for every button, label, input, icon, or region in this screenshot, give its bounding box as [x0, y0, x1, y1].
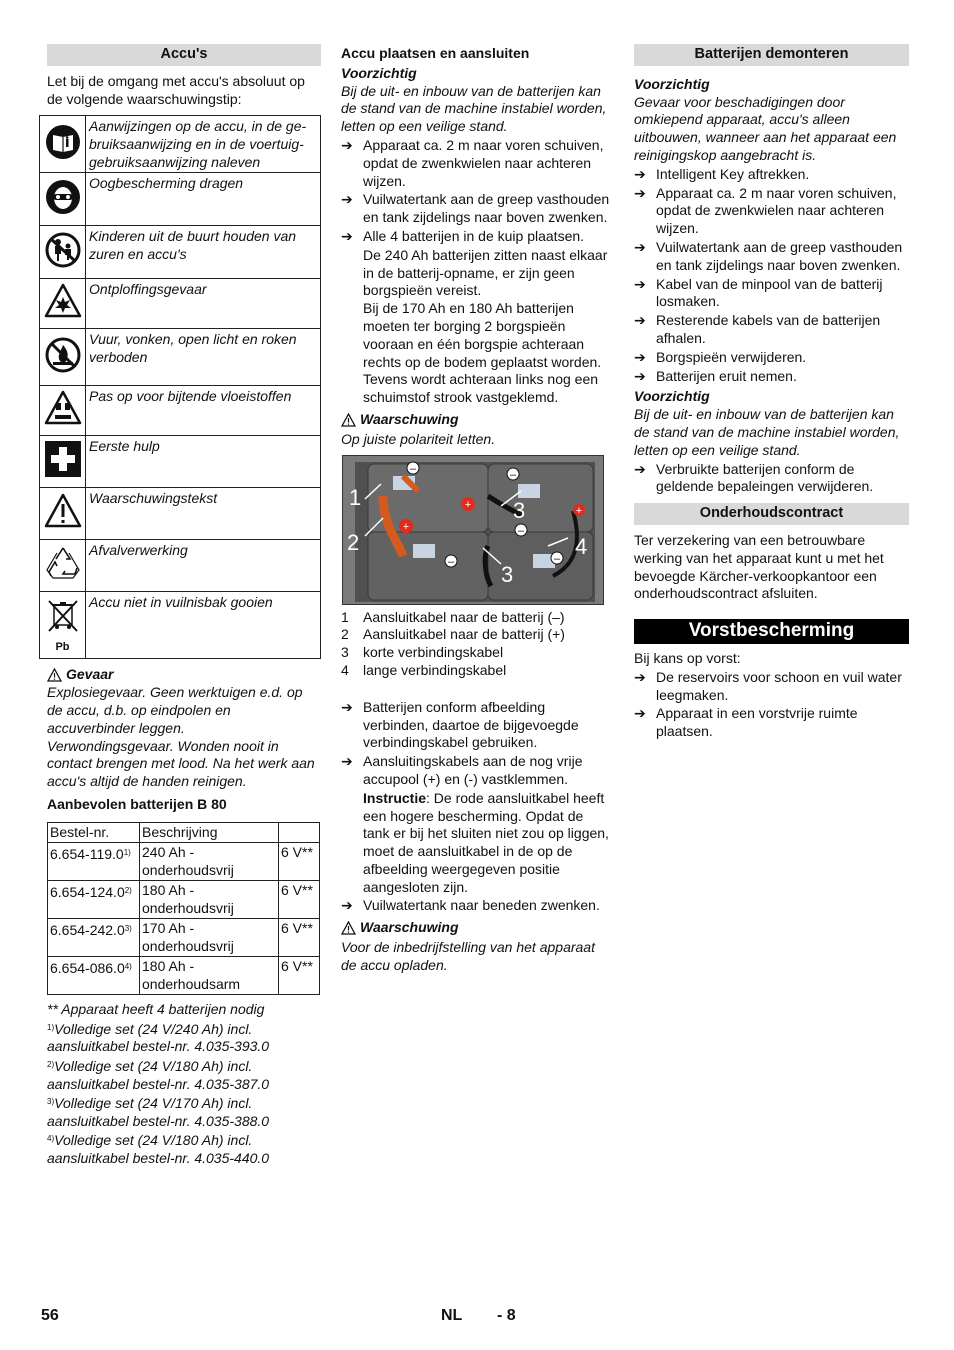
- arrow-right-icon: ➔: [341, 897, 353, 914]
- svg-text:–: –: [509, 468, 517, 481]
- symbol-row: [40, 592, 321, 659]
- symbol-row: [40, 226, 321, 279]
- arrow-right-icon: ➔: [634, 348, 646, 365]
- arrow-right-icon: ➔: [634, 165, 646, 182]
- arrow-right-icon: ➔: [341, 136, 353, 153]
- arrow-right-icon: ➔: [634, 705, 646, 722]
- table-cell-desc: 180 Ah - onderhoudsarm: [140, 957, 279, 995]
- table-row: [48, 881, 320, 919]
- note-240ah: De 240 Ah batterijen zitten naast elkaar in de batterij-opname, er zijn geen borgspieën vereist.: [363, 246, 608, 299]
- warning-triangle-icon: [341, 921, 356, 935]
- warning-symbols-table: [39, 115, 321, 659]
- step: ➔ De reservoirs voor schoon en vuil water leegmaken.: [634, 668, 902, 703]
- caution-label: Voorzichtig: [634, 75, 710, 92]
- sub-page-number: - 8: [497, 1307, 516, 1324]
- step: ➔ Vuilwatertank aan de greep vasthouden en tank zijdelings naar boven zwenken.: [634, 238, 903, 273]
- recycling-icon: [40, 540, 86, 592]
- page-number: 56: [41, 1307, 59, 1324]
- instruction: Instructie: De rode aansluitkabel heeft een hogere bescherming. Opdat de tank er bij het sluiten niet zou op liggen, moet de aansluitkabel in de op de afbeelding weergegeven positie aangesloten zijn.: [363, 789, 609, 895]
- warning-triangle-icon: [47, 668, 62, 682]
- step: ➔ Kabel van de minpool van de batterij losmaken.: [634, 275, 883, 310]
- step: ➔ Resterende kabels van de batterijen afhalen.: [634, 312, 881, 346]
- step: ➔ Borgspieën verwijderen.: [634, 348, 807, 365]
- arrow-right-icon: ➔: [634, 668, 646, 685]
- warning-text: Voor de inbedrijfstelling van het apparaat de accu opladen.: [341, 939, 595, 973]
- danger-label: Gevaar: [66, 666, 114, 683]
- symbol-row: [40, 436, 321, 488]
- caution-text: Bij de uit- en inbouw van de batterijen kan de stand van de machine instabiel worden, letten op een veilige stand.: [341, 82, 607, 135]
- warning-label: Waarschuwing: [360, 919, 459, 936]
- eye-protection-icon: [40, 173, 86, 226]
- column-2: [341, 44, 613, 975]
- footnote: $^{2)}$Volledige set (24 V/180 Ah) incl. aansluitkabel bestel-nr. 4.035-387.0: [47, 1058, 270, 1092]
- svg-text:–: –: [517, 524, 525, 537]
- install-heading: Accu plaatsen en aansluiten: [341, 45, 530, 61]
- dismount-heading: Batterijen demonteren: [634, 44, 909, 66]
- table-row: [48, 957, 320, 995]
- svg-text:–: –: [409, 462, 417, 475]
- arrow-right-icon: ➔: [634, 238, 646, 255]
- table-header-cell: Bestel-nr.: [48, 822, 140, 843]
- symbol-label: Pas op voor bijtende vloeistoffen: [86, 386, 321, 436]
- batteries-heading: Aanbevolen batterijen B 80: [47, 795, 227, 812]
- svg-text:–: –: [447, 555, 455, 568]
- arrow-right-icon: ➔: [634, 460, 646, 477]
- table-cell-volt: 6 V**: [279, 957, 320, 995]
- table-cell-desc: 180 Ah - onderhoudsvrij: [140, 881, 279, 919]
- symbol-label: Accu niet in vuilnisbak gooien: [86, 592, 321, 659]
- arrow-right-icon: ➔: [341, 227, 353, 244]
- table-header-row: [48, 822, 320, 843]
- step: ➔ Apparaat ca. 2 m naar voren schuiven, opdat de zwenkwielen naar achteren wijzen.: [634, 184, 897, 237]
- arrow-right-icon: ➔: [634, 367, 646, 384]
- warning-label: Waarschuwing: [360, 410, 459, 427]
- step: ➔ Verbruikte batterijen conform de geldende bepaleingen verwijderen.: [634, 460, 874, 495]
- photo-legend: [341, 609, 613, 680]
- table-cell-volt: 6 V**: [279, 843, 320, 881]
- photo-label-3b: 3: [501, 561, 514, 587]
- batteries-table: [47, 822, 320, 996]
- language-code: NL: [441, 1307, 463, 1324]
- frost-heading: Vorstbescherming: [634, 619, 909, 644]
- danger-line: [47, 666, 321, 684]
- step: ➔ Intelligent Key aftrekken.: [634, 165, 810, 182]
- caution-text: Gevaar voor beschadigingen door omkiepend apparaat, accu's alleen uitbouwen, wanneer aan het apparaat een reinigingskop aangebracht is.: [634, 93, 897, 163]
- corrosive-icon: [40, 386, 86, 436]
- table-cell-volt: 6 V**: [279, 919, 320, 957]
- no-bin-icon: [40, 592, 86, 659]
- symbol-label: Ontploffingsgevaar: [86, 279, 321, 329]
- legend-item: 4 lange verbindingskabel: [341, 661, 507, 678]
- table-cell-desc: 240 Ah - onderhoudsvrij: [140, 843, 279, 881]
- arrow-right-icon: ➔: [341, 753, 353, 770]
- warning-line-2: [341, 919, 613, 937]
- legend-item: 1 Aansluitkabel naar de batterij (–): [341, 608, 565, 625]
- symbol-label: Eerste hulp: [86, 436, 321, 488]
- contract-heading: Onderhoudscontract: [634, 503, 909, 525]
- step: ➔ Vuilwatertank aan de greep vasthouden en tank zijdelings naar boven zwenken.: [341, 191, 610, 226]
- footnote: $^{1)}$Volledige set (24 V/240 Ah) incl. aansluitkabel bestel-nr. 4.035-393.0: [47, 1020, 270, 1055]
- step: ➔ Vuilwatertank naar beneden zwenken.: [341, 897, 600, 914]
- column-3: [634, 44, 909, 742]
- battery-photo: [342, 455, 604, 605]
- danger-text-2: Verwondingsgevaar. Wonden nooit in contact brengen met lood. Na het werk aan accu's altijd de handen reinigen.: [47, 737, 315, 790]
- accus-intro: Let bij de omgang met accu's absoluut op de volgende waarschuwingstip:: [47, 72, 305, 107]
- no-fire-icon: [40, 329, 86, 386]
- caution-text-2: Bij de uit- en inbouw van de batterijen kan de stand van de machine instabiel worden, letten op een veilige stand.: [634, 406, 900, 458]
- symbol-label: Vuur, vonken, open licht en roken verboden: [86, 329, 321, 386]
- arrow-right-icon: ➔: [634, 275, 646, 292]
- symbol-label: Kinderen uit de buurt houden van zuren en accu's: [86, 226, 321, 279]
- photo-label-1: 1: [349, 484, 362, 510]
- symbol-row: [40, 488, 321, 540]
- warning-line: [341, 411, 613, 429]
- accus-heading: Accu's: [47, 44, 321, 66]
- caution-label: Voorzichtig: [341, 64, 417, 81]
- table-cell-volt: 6 V**: [279, 881, 320, 919]
- arrow-right-icon: ➔: [634, 312, 646, 329]
- photo-label-2: 2: [347, 529, 360, 555]
- table-cell-nr: 6.654-124.0$^{2)}$: [48, 881, 140, 919]
- symbol-label: Aanwijzingen op de accu, in de ge-bruiksaanwijzing en in de voertuig-gebruiksaanwijzing naleven: [86, 116, 321, 173]
- step: ➔ Alle 4 batterijen in de kuip plaatsen.: [341, 227, 585, 244]
- table-row: [48, 919, 320, 957]
- note-170-180ah: Bij de 170 Ah en 180 Ah batterijen moeten ter borging 2 borgspieën vooraan en één borgspie achteraan rechts op de bodem geplaatst worden. Tevens wordt achteraan links nog een schuimstof strook vastgeklemd.: [363, 300, 602, 406]
- photo-label-4: 4: [575, 533, 588, 559]
- step: ➔ Batterijen conform afbeelding verbinden, daartoe de bijgevoegde verbindingskabel gebruiken.: [341, 698, 579, 751]
- caution-label-2: Voorzichtig: [634, 388, 710, 405]
- warning-text: Op juiste polariteit letten.: [341, 430, 496, 447]
- legend-item: 3 korte verbindingskabel: [341, 644, 504, 661]
- table-cell-desc: 170 Ah - onderhoudsvrij: [140, 919, 279, 957]
- step: ➔ Batterijen eruit nemen.: [634, 367, 797, 384]
- column-1: [47, 44, 321, 1168]
- warning-triangle-icon: [341, 413, 356, 427]
- step: ➔ Aansluitingskabels aan de nog vrije accupool (+) en (-) vastklemmen.: [341, 753, 583, 787]
- danger-text-1: Explosiegevaar. Geen werktuigen e.d. op de accu, d.b. op eindpolen en accuverbinder leggen.: [47, 684, 303, 736]
- symbol-row: [40, 540, 321, 592]
- step: ➔ Apparaat ca. 2 m naar voren schuiven, opdat de zwenkwielen naar achteren wijzen.: [341, 136, 604, 189]
- explosion-icon: [40, 279, 86, 329]
- step: ➔ Apparaat in een vorstvrije ruimte plaatsen.: [634, 705, 858, 740]
- symbol-label: Waarschuwingstekst: [86, 488, 321, 540]
- svg-text:–: –: [553, 552, 561, 565]
- footnote: $^{4)}$Volledige set (24 V/180 Ah) incl. aansluitkabel bestel-nr. 4.035-440.0: [47, 1132, 270, 1167]
- symbol-row: [40, 329, 321, 386]
- photo-label-3: 3: [513, 497, 526, 523]
- symbol-label: Oogbescherming dragen: [86, 173, 321, 226]
- warning-icon: [40, 488, 86, 540]
- pb-label: Pb: [55, 641, 70, 654]
- contract-text: Ter verzekering van een betrouwbare werking van het apparaat kunt u met het bevoegde Kärcher-verkoopkantoor een onderhoudscontract afsluiten.: [634, 531, 884, 602]
- table-cell-nr: 6.654-242.0$^{3)}$: [48, 919, 140, 957]
- frost-intro: Bij kans op vorst:: [634, 649, 741, 666]
- first-aid-icon: [40, 436, 86, 488]
- legend-item: 2 Aansluitkabel naar de batterij (+): [341, 626, 565, 643]
- manual-icon: [40, 116, 86, 173]
- table-cell-nr: 6.654-119.0$^{1)}$: [48, 843, 140, 881]
- table-header-cell: [279, 822, 320, 843]
- symbol-row: [40, 116, 321, 173]
- symbol-row: [40, 279, 321, 329]
- table-row: [48, 843, 320, 881]
- symbol-label: Afvalverwerking: [86, 540, 321, 592]
- svg-text:+: +: [575, 504, 583, 517]
- keep-children-away-icon: [40, 226, 86, 279]
- footnote-main: ** Apparaat heeft 4 batterijen nodig: [47, 1001, 265, 1018]
- arrow-right-icon: ➔: [341, 191, 353, 208]
- symbol-row: [40, 173, 321, 226]
- arrow-right-icon: ➔: [634, 184, 646, 201]
- svg-text:+: +: [464, 498, 472, 511]
- table-header-cell: Beschrijving: [140, 822, 279, 843]
- symbol-row: [40, 386, 321, 436]
- arrow-right-icon: ➔: [341, 698, 353, 715]
- footnote: $^{3)}$Volledige set (24 V/170 Ah) incl. aansluitkabel bestel-nr. 4.035-388.0: [47, 1095, 270, 1129]
- svg-text:+: +: [402, 520, 410, 533]
- table-cell-nr: 6.654-086.0$^{4)}$: [48, 957, 140, 995]
